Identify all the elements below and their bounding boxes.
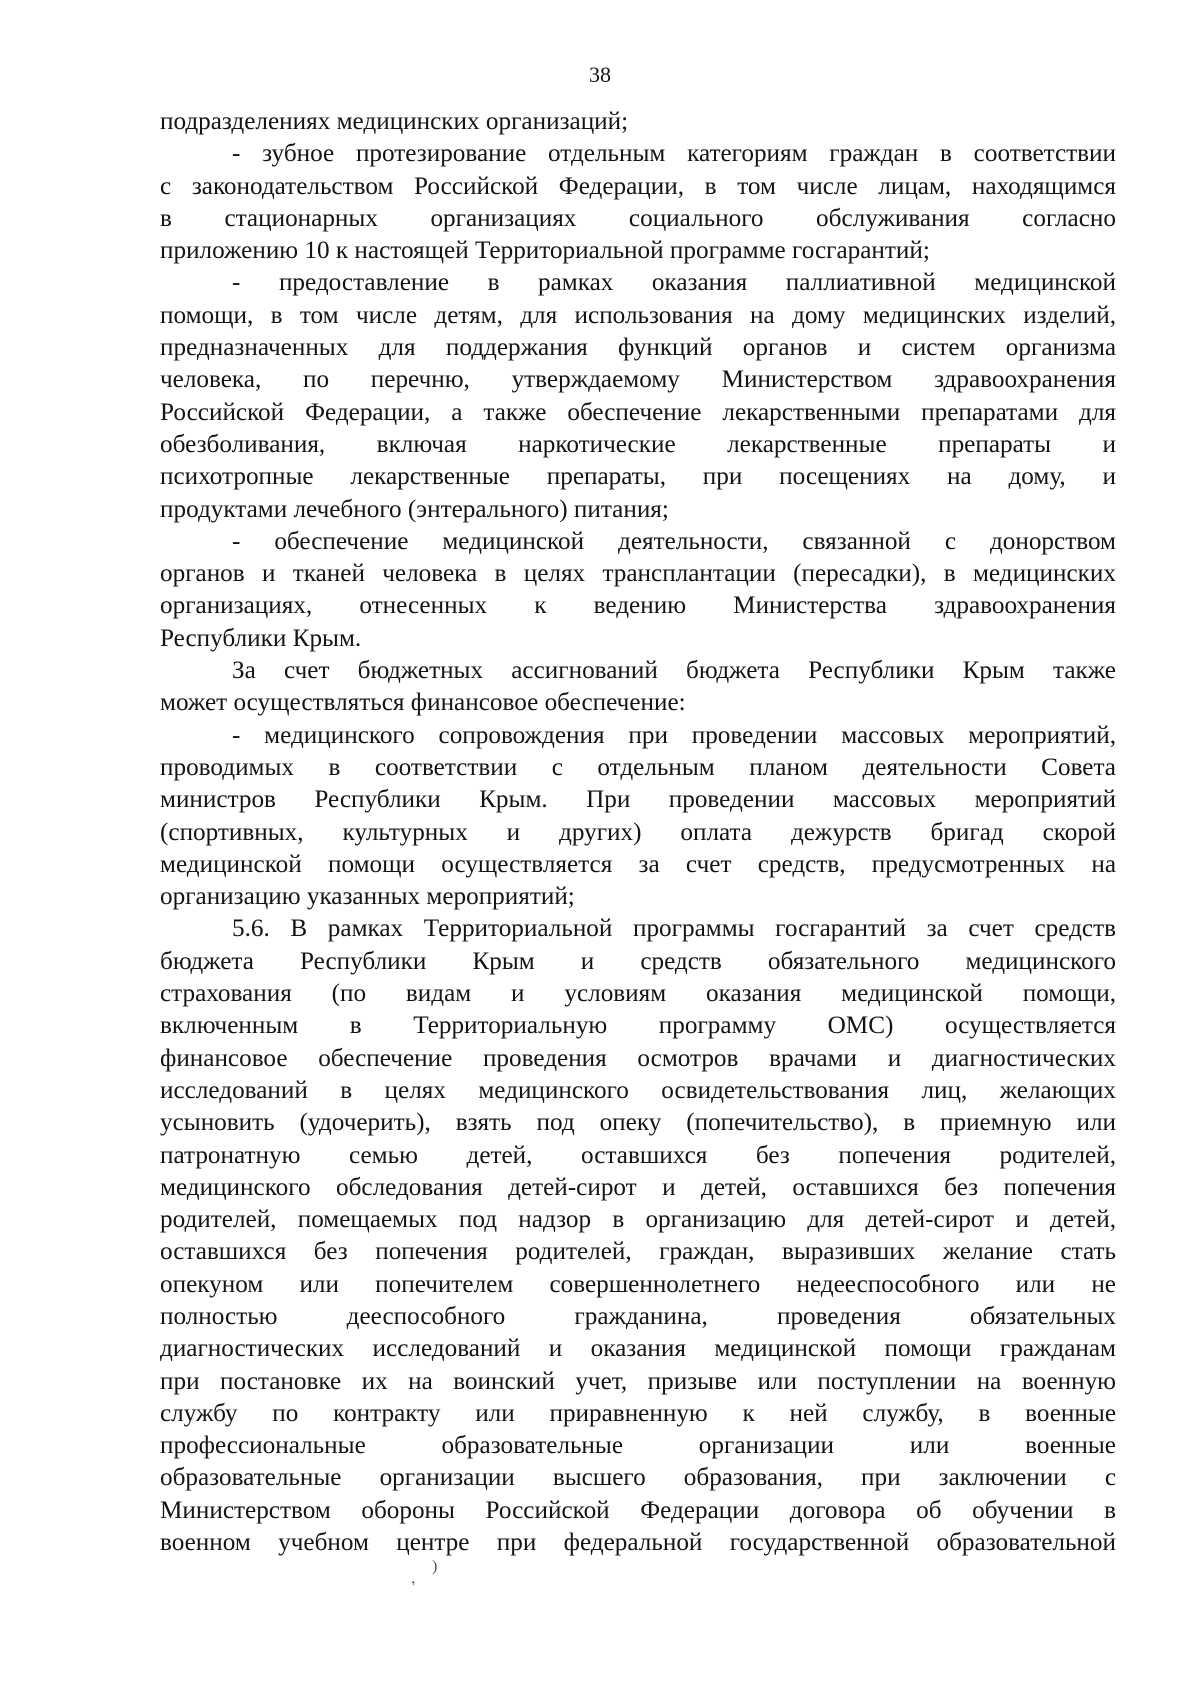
text-line: организациях, отнесенных к ведению Министерства здравоохранения xyxy=(160,592,1116,620)
text-line: организацию указанных мероприятий; xyxy=(160,883,575,911)
text-line: - медицинского сопровождения при проведении массовых мероприятий, xyxy=(232,721,1116,749)
text-line: оставшихся без попечения родителей, граждан, выразивших желание стать xyxy=(160,1238,1116,1266)
scan-artifact-mark: , xyxy=(407,1569,417,1588)
text-line: может осуществляться финансовое обеспечение: xyxy=(160,689,686,717)
text-line: включенным в Территориальную программу ОМС) осуществляется xyxy=(160,1012,1116,1040)
text-line: образовательные организации высшего образования, при заключении с xyxy=(160,1464,1116,1492)
text-line: родителей, помещаемых под надзор в организацию для детей-сирот и детей, xyxy=(160,1206,1116,1234)
text-line: - зубное протезирование отдельным категориям граждан в соответствии xyxy=(232,140,1116,168)
document-body xyxy=(160,106,1116,1559)
text-line: предназначенных для поддержания функций органов и систем организма xyxy=(160,334,1116,362)
text-line: приложению 10 к настоящей Территориальной программе госгарантий; xyxy=(160,237,930,265)
text-line: помощи, в том числе детям, для использования на дому медицинских изделий, xyxy=(160,301,1116,329)
text-line: страхования (по видам и условиям оказания медицинской помощи, xyxy=(160,980,1116,1008)
text-line: медицинского обследования детей-сирот и детей, оставшихся без попечения xyxy=(160,1173,1116,1201)
text-line: Республики Крым. xyxy=(160,624,362,652)
text-line: - обеспечение медицинской деятельности, связанной с донорством xyxy=(232,527,1116,555)
text-line: финансовое обеспечение проведения осмотров врачами и диагностических xyxy=(160,1044,1116,1072)
text-line: органов и тканей человека в целях трансплантации (пересадки), в медицинских xyxy=(160,560,1116,588)
text-line: бюджета Республики Крым и средств обязательного медицинского xyxy=(160,947,1116,975)
text-line: патронатную семью детей, оставшихся без попечения родителей, xyxy=(160,1141,1116,1169)
text-line: Российской Федерации, а также обеспечение лекарственными препаратами для xyxy=(160,398,1116,426)
text-line: продуктами лечебного (энтерального) питания; xyxy=(160,495,669,523)
text-line: профессиональные образовательные организации или военные xyxy=(160,1432,1116,1460)
scan-artifact-mark: ) xyxy=(432,1558,438,1575)
text-line: обезболивания, включая наркотические лекарственные препараты и xyxy=(160,430,1116,458)
text-line: 5.6. В рамках Территориальной программы госгарантий за счет средств xyxy=(232,915,1116,943)
text-line: в стационарных организациях социального обслуживания согласно xyxy=(160,204,1116,232)
text-line: исследований в целях медицинского освидетельствования лиц, желающих xyxy=(160,1076,1116,1104)
text-line: диагностических исследований и оказания медицинской помощи гражданам xyxy=(160,1335,1116,1363)
text-line: - предоставление в рамках оказания паллиативной медицинской xyxy=(232,269,1116,297)
text-line: с законодательством Российской Федерации, в том числе лицам, находящимся xyxy=(160,172,1116,200)
text-line: За счет бюджетных ассигнований бюджета Республики Крым также xyxy=(232,657,1116,685)
page-number: 38 xyxy=(589,62,611,87)
text-line: усыновить (удочерить), взять под опеку (попечительство), в приемную или xyxy=(160,1109,1116,1137)
text-line: проводимых в соответствии с отдельным планом деятельности Совета xyxy=(160,753,1116,781)
text-line: при постановке их на воинский учет, призыве или поступлении на военную xyxy=(160,1367,1116,1395)
text-line: человека, по перечню, утверждаемому Министерством здравоохранения xyxy=(160,366,1116,394)
text-line: подразделениях медицинских организаций; xyxy=(160,108,629,135)
text-line: Министерством обороны Российской Федерации договора об обучении в xyxy=(160,1496,1116,1524)
text-line: министров Республики Крым. При проведении массовых мероприятий xyxy=(160,786,1116,814)
text-line: полностью дееспособного гражданина, проведения обязательных xyxy=(160,1302,1116,1330)
text-line: психотропные лекарственные препараты, при посещениях на дому, и xyxy=(160,463,1116,491)
text-line: службу по контракту или приравненную к ней службу, в военные xyxy=(160,1399,1116,1427)
text-line: опекуном или попечителем совершеннолетнего недееспособного или не xyxy=(160,1270,1116,1298)
text-line: (спортивных, культурных и других) оплата дежурств бригад скорой xyxy=(160,818,1116,846)
text-line: военном учебном центре при федеральной государственной образовательной xyxy=(160,1529,1116,1557)
text-line: медицинской помощи осуществляется за счет средств, предусмотренных на xyxy=(160,850,1116,878)
